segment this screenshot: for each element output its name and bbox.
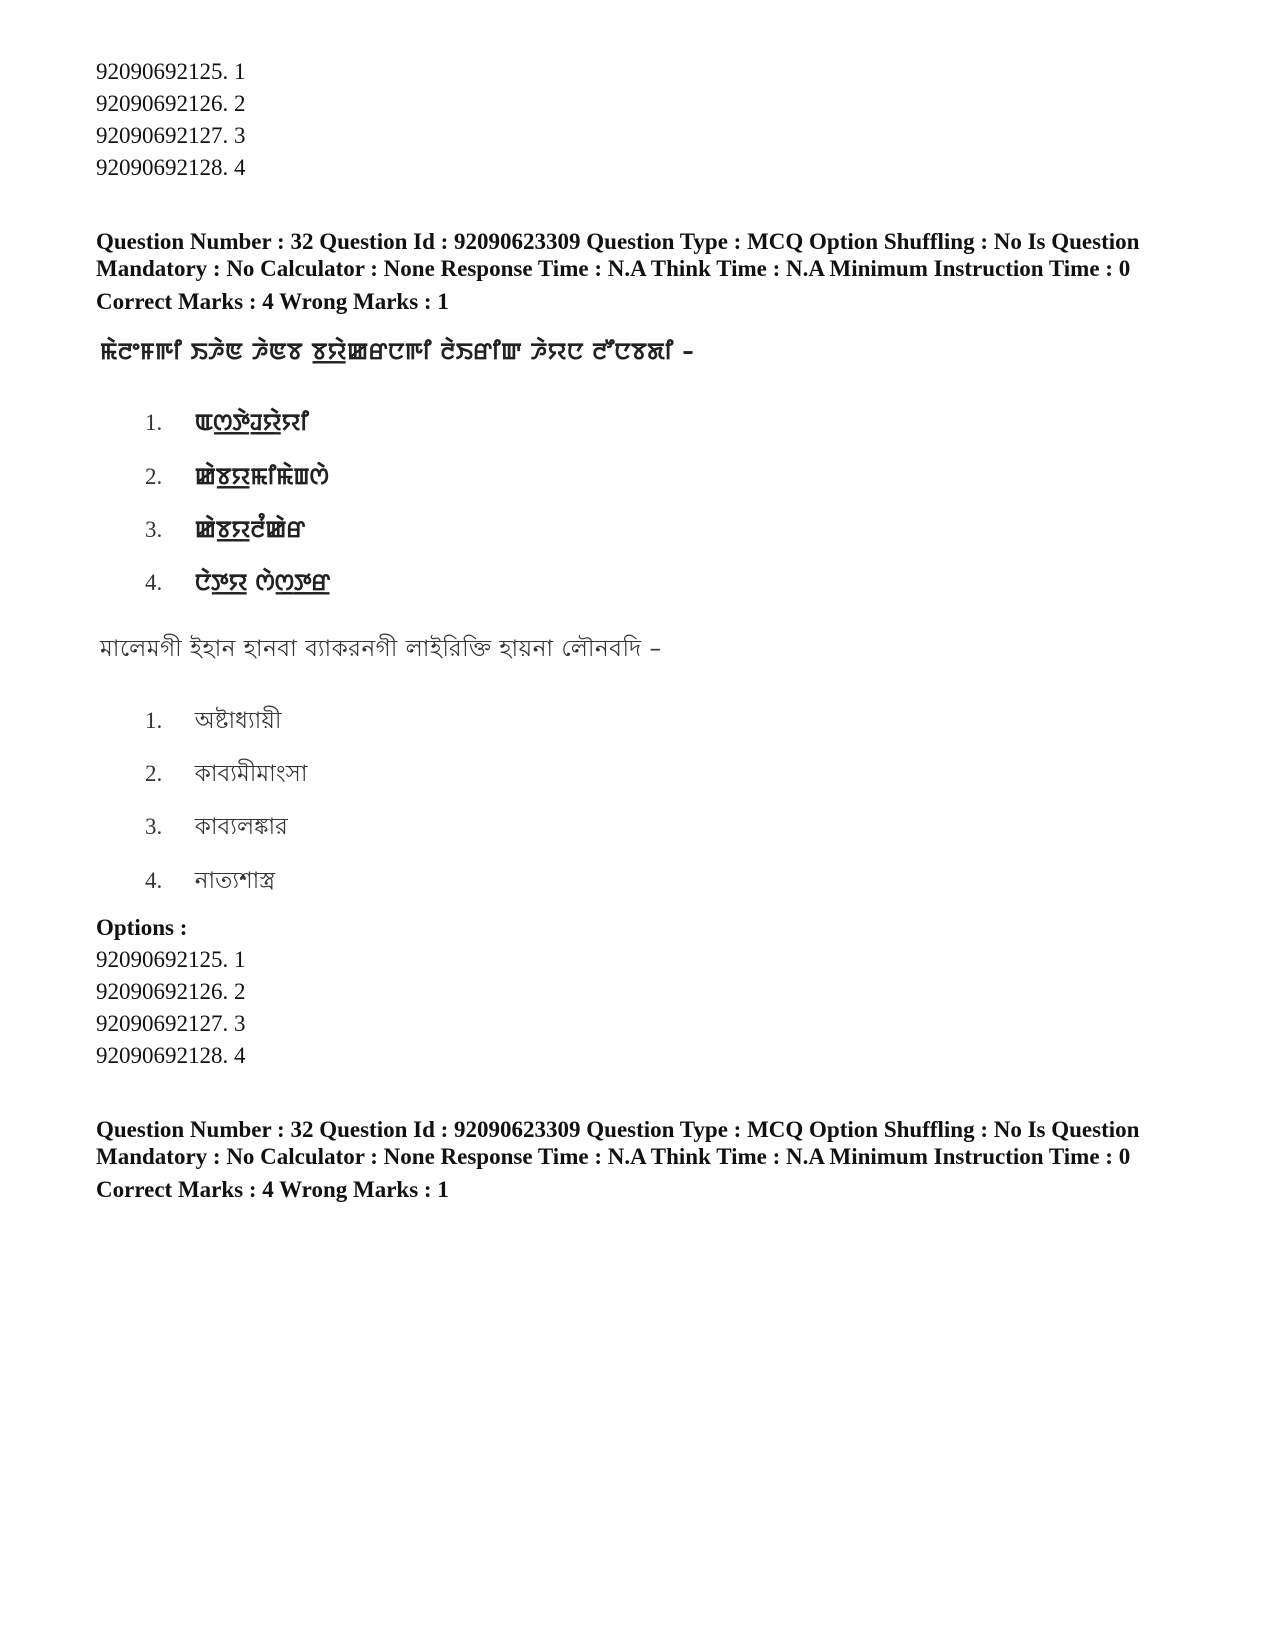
answer-choice — [145, 862, 275, 901]
question-header-line: Question Number : 32 Question Id : 92090623309 Question Type : MCQ Option Shuffling : No Is Question — [96, 229, 1140, 254]
option-id-line: 92090692126. 2 — [96, 91, 246, 116]
question-header-line: Mandatory : No Calculator : None Response Time : N.A Think Time : N.A Minimum Instruction Time : 0 — [96, 1144, 1131, 1169]
answer-choice — [145, 513, 305, 545]
option-id-line: 92090692128. 4 — [96, 155, 246, 180]
option-id-line: 92090692127. 3 — [96, 123, 246, 148]
answer-choice — [145, 460, 329, 492]
choice-text: অষ্টাধ্যায়ী — [194, 708, 282, 734]
option-id-line: 92090692127. 3 — [96, 1011, 246, 1036]
choice-text: নাত্যশাস্ত্র — [194, 868, 276, 894]
choice-text: ꯀꯥꯕ꯭ꯌꯃꯤꯃꯥꯡꯁꯥ — [194, 464, 329, 490]
marks-line: Correct Marks : 4 Wrong Marks : 1 — [96, 289, 449, 314]
question-stem-meitei: ꯃꯥꯂꯦꯝꯒꯤ ꯏꯍꯥꯟ ꯍꯥꯟꯕ ꯕ꯭ꯌꯥꯀꯔꯅꯒꯤ ꯂꯥꯏꯔꯤꯛ ꯍꯥꯌꯅ ꯂꯧꯅꯕꯗꯤ – — [100, 339, 695, 365]
question-stem-bengali: মালেমগী ইহান হানবা ব্যাকরনগী লাইরিক্তি হায়না লৌনবদি – — [100, 636, 662, 662]
answer-choice — [145, 566, 330, 598]
option-id-line: 92090692125. 1 — [96, 947, 246, 972]
answer-choice — [145, 702, 282, 741]
option-id-line: 92090692125. 1 — [96, 59, 246, 84]
choice-text: ꯑꯁ꯭ꯇꯥꯙ꯭ꯌꯥꯌꯤ — [194, 410, 309, 436]
choice-number: 3. — [145, 517, 163, 542]
option-id-line: 92090692126. 2 — [96, 979, 246, 1004]
choice-number: 2. — [145, 464, 163, 489]
choice-text: ꯅꯥꯇ꯭ꯌ ꯁꯥꯁ꯭ꯇ꯭ꯔ — [194, 570, 331, 596]
choice-text: কাব্যলঙ্কার — [194, 814, 288, 840]
choice-number: 2. — [145, 761, 163, 786]
choice-number: 4. — [145, 868, 163, 893]
question-header — [96, 1116, 1186, 1170]
options-label: Options : — [96, 915, 188, 940]
choice-number: 4. — [145, 570, 163, 595]
question-header-line: Mandatory : No Calculator : None Response Time : N.A Think Time : N.A Minimum Instruction Time : 0 — [96, 256, 1131, 281]
choice-number: 3. — [145, 814, 163, 839]
answer-choice — [145, 808, 288, 847]
choice-text: ꯀꯥꯕ꯭ꯌꯂꯪꯀꯥꯔ — [194, 517, 306, 543]
option-id-line: 92090692128. 4 — [96, 1043, 246, 1068]
choice-text: কাব্যমীমাংসা — [194, 761, 308, 787]
answer-choice — [145, 755, 308, 794]
answer-choice — [145, 406, 309, 438]
marks-line: Correct Marks : 4 Wrong Marks : 1 — [96, 1177, 449, 1202]
question-header — [96, 228, 1186, 282]
choice-number: 1. — [145, 708, 163, 733]
question-header-line: Question Number : 32 Question Id : 92090623309 Question Type : MCQ Option Shuffling : No Is Question — [96, 1117, 1140, 1142]
choice-number: 1. — [145, 410, 163, 435]
